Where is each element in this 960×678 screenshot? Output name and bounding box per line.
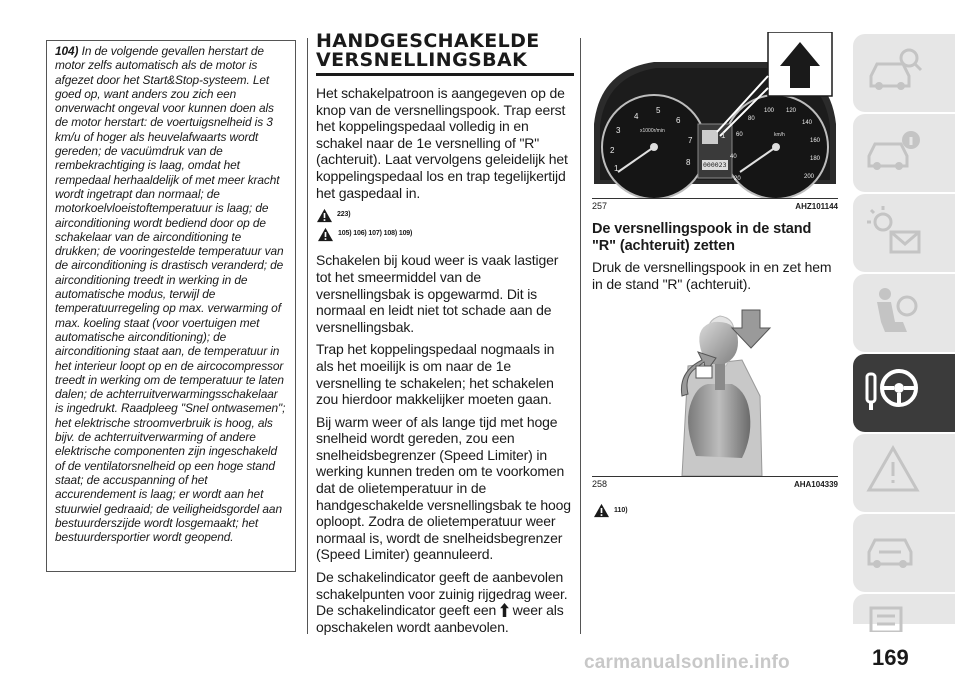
speedo-tick-60: 60 — [736, 132, 743, 138]
airbag-seat-icon — [863, 282, 923, 338]
figure-gear-lever — [592, 306, 838, 476]
odometer-display: 000023 — [703, 161, 727, 169]
caution-ref-numbers: 105) 106) 107) 108) 109) — [338, 229, 413, 237]
section-body — [316, 85, 574, 635]
tacho-tick-5: 5 — [656, 106, 661, 115]
warning-triangle-car-icon — [863, 442, 923, 498]
light-envelope-icon — [863, 202, 923, 258]
reverse-text: Druk de versnellingspook in en zet hem in de stand "R" (achteruit). — [592, 259, 832, 292]
chapter-tab-technical-data[interactable] — [853, 594, 955, 624]
warning-box — [46, 40, 296, 572]
speedo-unit: km/h — [774, 132, 785, 138]
figure-instrument-cluster — [592, 32, 838, 198]
chapter-tab-dashboard[interactable] — [853, 114, 955, 192]
section-title-line2: VERSNELLINGSBAK — [316, 49, 528, 71]
column-divider-2 — [580, 38, 581, 634]
paragraph-cold-weather: Schakelen bij koud weer is vaak lastiger tot het smeermiddel van de versnellingsbak is opgewarmd. Dit is normaal en leidt niet tot schade aan de versnellingsbak. — [316, 252, 559, 335]
warning-text: 104) In de volgende gevallen herstart de motor zelfs automatisch als de motor is afgezet door het Start&Stop-systeem. Let goed op, want anders zou zich een onverwacht ongeval voor kunnen doen als de motor herstart: de voertuigsnelheid is 3 km/u of hoger als heuvelafwaarts wordt gereden; de vacuümdruk van de rembekrachtiging is laag, omdat het rempedaal herhaaldelijk of met meer kracht wordt ingetrapt dan normaal; de motorkoelvloeistoftemperatuur is laag; de airconditioning wordt bediend door op de schakelaar van de airconditioning te drukken; de vooringestelde temperatuur van de airconditioning is drastisch veranderd; de airconditioning treedt in werking in de automatische modus, terwijl de temperatuurregeling op max. verwarming of max. koeling staat (voor voertuigen met automatische airconditioning); de airconditioning staat aan, de temperatuur in het interieur loopt op en de aircocompressor treedt in werking om de temperatuur te laten dalen; de achterruitverwarmingsschakelaar is ingedrukt. Raadpleeg "Snel ontwasemen"; het elektrische stroomverbruik is hoog, als bijv. de achterruitverwarming of andere elektrische componenten zijn ingeschakeld of de ventilatorsnelheid op een hoge stand staat; de accuspanning of het accurendement is laag; er wordt aan het stuurwiel gedraaid; de veiligheidsgordel aan bestuurderszijde wordt losgemaakt; het bestuurdersportier wordt geopend. — [55, 44, 286, 545]
speedo-tick-200: 200 — [804, 174, 815, 180]
warning-reference-row — [316, 207, 574, 224]
chapter-tab-safety[interactable] — [853, 274, 955, 352]
car-search-icon — [863, 42, 923, 98]
gear-lever-image — [592, 306, 838, 476]
tacho-tick-2: 2 — [610, 146, 615, 155]
speedo-tick-140: 140 — [802, 120, 813, 126]
warning-ref: 104) — [55, 44, 79, 58]
figures-column — [592, 32, 838, 528]
speedo-tick-20: 20 — [734, 176, 741, 182]
column-divider-1 — [307, 38, 308, 634]
speedo-tick-100: 100 — [764, 108, 775, 114]
transmission-section — [316, 32, 574, 641]
tacho-label: x1000r/min — [640, 128, 665, 134]
title-underline — [316, 73, 574, 76]
figure-258-number: 258 — [592, 479, 608, 490]
figure-258-caption — [592, 476, 838, 489]
reverse-heading: De versnellingspook in de stand "R" (achteruit) zetten — [592, 221, 812, 254]
caution-triangle-icon — [317, 227, 334, 242]
chapter-tab-emergency[interactable] — [853, 434, 955, 512]
reverse-caution-row — [592, 503, 838, 518]
page-number: 169 — [872, 645, 909, 670]
paragraph-shift-pattern: Het schakelpatroon is aangegeven op de knop van de versnellingspook. Trap eerst het koppelingspedaal volledig in en schakel naar de 1e versnelling of "R" (achteruit). Laat vervolgens geleidelijk het koppelingspedaal los en trap tegelijkertijd het gaspedaal in. — [316, 85, 568, 201]
speedo-tick-40: 40 — [730, 154, 737, 160]
tacho-tick-1: 1 — [614, 164, 619, 173]
warning-triangle-icon — [316, 208, 333, 223]
tacho-tick-8: 8 — [686, 158, 691, 167]
chapter-tab-starting-driving[interactable] — [853, 354, 955, 432]
tacho-tick-3: 3 — [616, 126, 621, 135]
tacho-tick-4: 4 — [634, 112, 639, 121]
gear-display: 1 — [721, 131, 726, 140]
speedo-tick-160: 160 — [810, 138, 821, 144]
warning-ref-number: 223) — [337, 211, 351, 219]
car-maintenance-icon — [863, 522, 923, 578]
chapter-tab-maintenance[interactable] — [853, 514, 955, 592]
chapter-tab-lights-controls[interactable] — [853, 194, 955, 272]
upshift-arrow-icon — [500, 603, 509, 617]
tacho-tick-7: 7 — [688, 136, 693, 145]
figure-257-caption — [592, 198, 838, 211]
watermark: carmanualsonline.info — [584, 652, 790, 673]
figure-258-code: AHA104339 — [793, 479, 838, 489]
document-list-icon — [863, 602, 923, 632]
tacho-tick-6: 6 — [676, 116, 681, 125]
chapter-tab-vehicle-overview[interactable] — [853, 34, 955, 112]
caution-triangle-icon — [593, 503, 610, 518]
figure-257-number: 257 — [592, 201, 608, 211]
reverse-ref-number: 110) — [614, 507, 628, 515]
key-steering-wheel-icon — [863, 362, 923, 418]
instrument-cluster-image — [592, 32, 838, 198]
paragraph-shift-indicator: De schakelindicator geeft de aanbevolen schakelpunten voor zuinig rijgedrag weer. De schakelindicator geeft een weer als opschakelen wordt aanbevolen. — [316, 569, 568, 635]
car-info-icon — [863, 122, 923, 178]
figure-257-code: AHZ101144 — [795, 201, 838, 211]
speedo-tick-120: 120 — [786, 108, 797, 114]
paragraph-clutch-again: Trap het koppelingspedaal nogmaals in als het moeilijk is om naar de 1e versnelling te schakelen; het schakelen zou hierdoor makkelijker moeten gaan. — [316, 341, 555, 408]
paragraph-speed-limiter: Bij warm weer of als lange tijd met hoge snelheid wordt gereden, zou een snelheidsbegrenzer (Speed Limiter) in werking kunnen treden om te voorkomen dat de olietemperatuur in de handgeschakelde versnellingsbak te hoog oploopt. Zodra de olietemperatuur weer normaal is, wordt de snelheidsbegrenzer (Speed Limiter) geannuleerd. — [316, 413, 571, 563]
caution-reference-row — [316, 226, 574, 243]
section-title-line1: HANDGESCHAKELDE — [316, 30, 540, 52]
speedo-tick-180: 180 — [810, 156, 821, 162]
speedo-tick-80: 80 — [748, 116, 755, 122]
